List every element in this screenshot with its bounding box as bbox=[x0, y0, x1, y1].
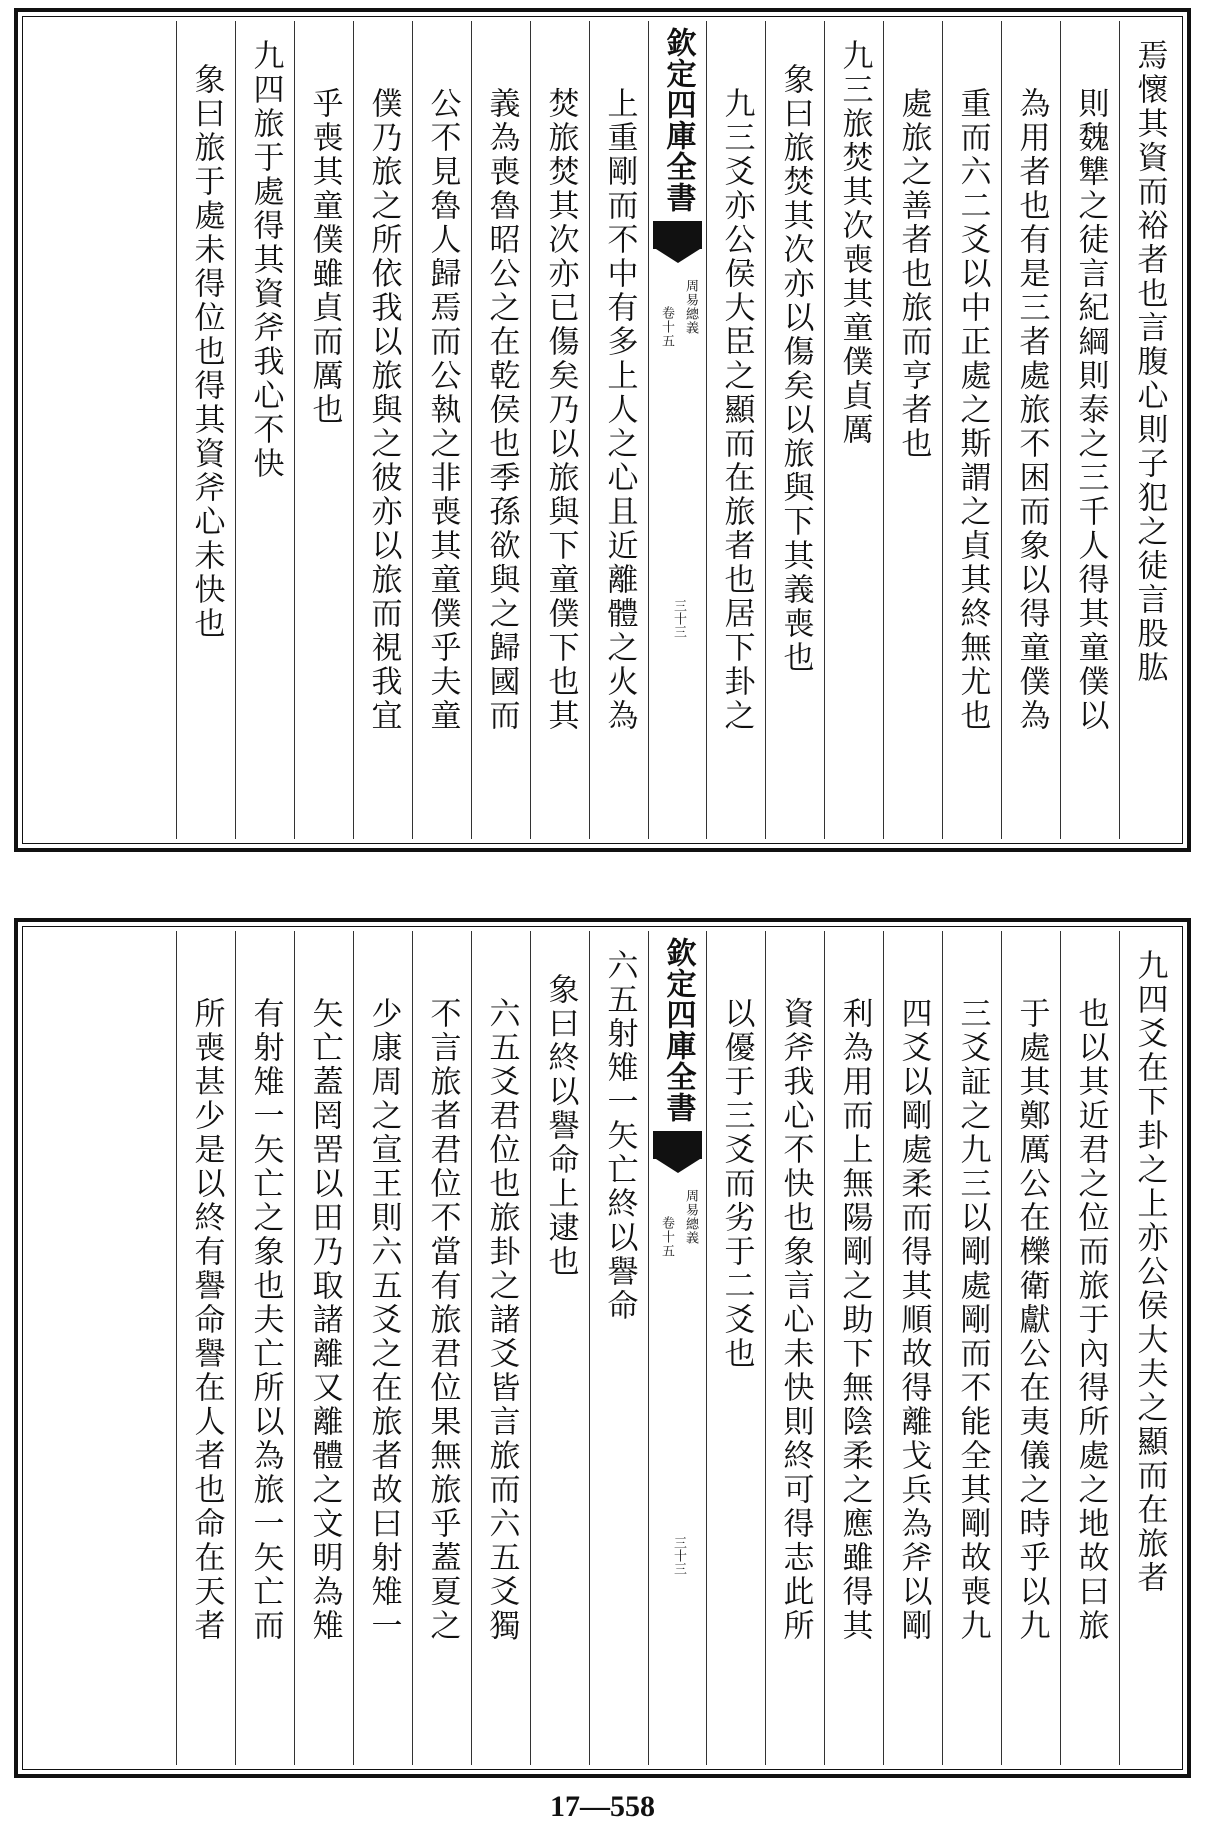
column-text: 則魏犨之徒言紀綱則泰之三千人得其童僕以 bbox=[1072, 87, 1109, 733]
text-column bbox=[883, 931, 942, 1765]
text-column bbox=[1001, 21, 1060, 839]
column-text: 焚旅焚其次亦已傷矣乃以旅與下童僕下也其 bbox=[542, 87, 579, 733]
column-text: 重而六二爻以中正處之斯謂之貞其終無尤也 bbox=[954, 87, 991, 733]
text-column bbox=[294, 21, 353, 839]
text-column bbox=[530, 21, 589, 839]
column-text: 九四爻在下卦之上亦公侯大夫之顯而在旅者 bbox=[1131, 949, 1168, 1595]
text-column bbox=[176, 21, 235, 839]
text-column bbox=[471, 931, 530, 1765]
text-column bbox=[176, 931, 235, 1765]
column-text: 上重剛而不中有多上人之心且近離體之火為 bbox=[601, 87, 638, 733]
column-text: 乎喪其童僕雖貞而厲也 bbox=[306, 87, 343, 427]
text-column bbox=[412, 931, 471, 1765]
text-column bbox=[706, 21, 765, 839]
column-text: 四爻以剛處柔而得其順故得離戈兵為斧以剛 bbox=[895, 997, 932, 1643]
text-column bbox=[353, 931, 412, 1765]
column-text: 九三爻亦公侯大臣之顯而在旅者也居下卦之 bbox=[718, 87, 755, 733]
column-text: 三爻証之九三以剛處剛而不能全其剛故喪九 bbox=[954, 997, 991, 1643]
text-column bbox=[824, 931, 883, 1765]
text-column bbox=[942, 21, 1001, 839]
upper-columns bbox=[27, 21, 1178, 839]
fishtail-ornament bbox=[653, 1131, 702, 1159]
text-column bbox=[412, 21, 471, 839]
folio-number: 三十三 bbox=[671, 1536, 686, 1575]
text-column bbox=[765, 21, 824, 839]
text-column bbox=[235, 21, 294, 839]
column-text: 公不見魯人歸焉而公執之非喪其童僕乎夫童 bbox=[424, 87, 461, 733]
center-fold-column bbox=[648, 931, 706, 1765]
book-title: 周易總義 bbox=[683, 1189, 698, 1245]
text-column bbox=[1060, 931, 1119, 1765]
column-text: 六五射雉一矢亡終以譽命 bbox=[601, 949, 638, 1323]
text-column bbox=[1119, 21, 1178, 839]
column-text: 處旅之善者也旅而亨者也 bbox=[895, 87, 932, 461]
column-text: 九三旅焚其次喪其童僕貞厲 bbox=[836, 39, 873, 447]
collection-title: 欽定四庫全書 bbox=[660, 937, 696, 1123]
column-text: 不言旅者君位不當有旅君位果無旅乎蓋夏之 bbox=[424, 997, 461, 1643]
text-column bbox=[706, 931, 765, 1765]
text-column bbox=[589, 931, 648, 1765]
column-text: 所喪甚少是以終有譽命譽在人者也命在天者 bbox=[188, 997, 225, 1643]
column-text: 于處其鄭厲公在櫟衛獻公在夷儀之時乎以九 bbox=[1013, 997, 1050, 1643]
column-text: 有射雉一矢亡之象也夫亡所以為旅一矢亡而 bbox=[247, 997, 284, 1643]
text-column bbox=[942, 931, 1001, 1765]
column-text: 象曰旅于處未得位也得其資斧心未快也 bbox=[188, 63, 225, 641]
text-column bbox=[1001, 931, 1060, 1765]
text-column bbox=[824, 21, 883, 839]
folio-number: 三十三 bbox=[671, 599, 686, 638]
upper-page bbox=[14, 8, 1191, 852]
text-column bbox=[589, 21, 648, 839]
column-text: 少康周之宣王則六五爻之在旅者故曰射雉一 bbox=[365, 997, 402, 1643]
column-text: 利為用而上無陽剛之助下無陰柔之應雖得其 bbox=[836, 997, 873, 1643]
text-column bbox=[530, 931, 589, 1765]
text-column bbox=[294, 931, 353, 1765]
text-column bbox=[235, 931, 294, 1765]
text-column bbox=[883, 21, 942, 839]
column-text: 僕乃旅之所依我以旅與之彼亦以旅而視我宜 bbox=[365, 87, 402, 733]
column-text: 以優于三爻而劣于二爻也 bbox=[718, 997, 755, 1371]
column-text: 義為喪魯昭公之在乾侯也季孫欲與之歸國而 bbox=[483, 87, 520, 733]
volume-label: 卷十五 bbox=[659, 1216, 674, 1258]
text-column bbox=[471, 21, 530, 839]
column-text: 為用者也有是三者處旅不困而象以得童僕為 bbox=[1013, 87, 1050, 733]
column-text: 象曰旅焚其次亦以傷矣以旅與下其義喪也 bbox=[777, 63, 814, 675]
text-column bbox=[765, 931, 824, 1765]
text-column bbox=[1119, 931, 1178, 1765]
page-number: 17—558 bbox=[550, 1790, 655, 1823]
center-fold-column bbox=[648, 21, 706, 839]
column-text: 象曰終以譽命上逮也 bbox=[542, 973, 579, 1279]
column-text: 九四旅于處得其資斧我心不快 bbox=[247, 39, 284, 481]
volume-label: 卷十五 bbox=[659, 306, 674, 348]
column-text: 資斧我心不快也象言心未快則終可得志此所 bbox=[777, 997, 814, 1643]
fishtail-ornament bbox=[653, 221, 702, 249]
column-text: 矢亡蓋罔罟以田乃取諸離又離體之文明為雉 bbox=[306, 997, 343, 1643]
collection-title: 欽定四庫全書 bbox=[660, 27, 696, 213]
column-text: 焉懷其資而裕者也言腹心則子犯之徒言股肱 bbox=[1131, 39, 1168, 685]
text-column bbox=[1060, 21, 1119, 839]
book-title: 周易總義 bbox=[683, 279, 698, 335]
lower-page bbox=[14, 918, 1191, 1778]
column-text: 六五爻君位也旅卦之諸爻皆言旅而六五爻獨 bbox=[483, 997, 520, 1643]
column-text: 也以其近君之位而旅于內得所處之地故曰旅 bbox=[1072, 997, 1109, 1643]
lower-columns bbox=[27, 931, 1178, 1765]
text-column bbox=[353, 21, 412, 839]
